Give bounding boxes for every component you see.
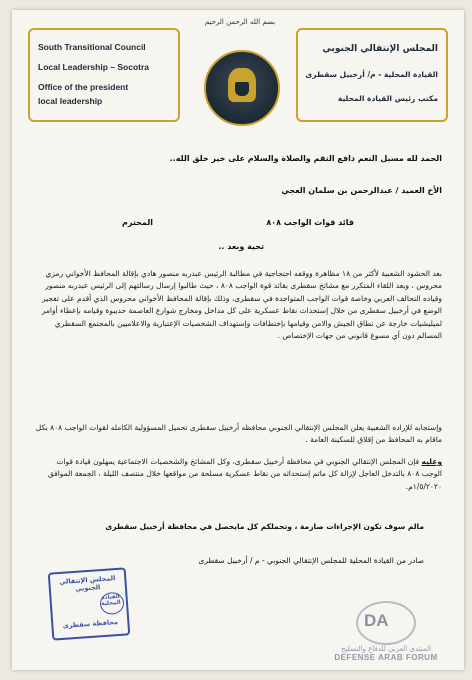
official-stamp	[48, 567, 131, 640]
paragraph-3-text: فإن المجلس الإنتقالي الجنوبي في محافظة أرخبيل سقطرى، وكل المشائخ والشخصيات الاجتماعية يمهلون قيادة قوات الوجب ٨٠٨ بالتدخل العاجل لإزالة كل ماتم إستحداثه من نقاط عسكرية مسلحة من مواقعها خلال منتصف الليلة ، الجمعة الموافق ١/٥/٢٠٢٠م.	[47, 457, 442, 491]
paragraph-3-lead: وعليه	[421, 457, 442, 466]
defense-arab-forum-watermark	[316, 601, 456, 662]
arabic-header-box	[296, 28, 448, 122]
english-header-line: South Transitional Council	[38, 42, 146, 52]
letter-sheet	[12, 10, 464, 670]
english-header-line: local leadership	[38, 96, 103, 106]
honorific: المحترم	[122, 218, 153, 227]
forum-arabic-name: المنتدى العربي للدفاع والتسليح	[341, 645, 431, 653]
stamp-top-text: المجلس الإنتقالي الجنوبي	[59, 574, 116, 593]
unit-line: قائد قوات الواجب ٨٠٨	[266, 218, 354, 227]
forum-logo-icon	[316, 601, 456, 645]
english-header-box	[28, 28, 180, 122]
arabic-header-line: المجلس الإنتقالي الجنوبي	[322, 44, 438, 54]
paragraph-1: بعد الحشود الشعبية لأكثر من ١٨ مظاهرة ووقفه احتجاجية في مطالبة الرئيس عبدربه منصور هادي بإقالة المحافظ الأخواني رمزي محروس ، وبعد اللقاء المتكرر مع مشائخ سقطرى بقائد قوة الواجب ٨٠٨ ، حيث طالبوا إرسال رسالتهم إلى الرئيس عبدربه منصور وقياده التحالف العربي وخاصة قوات الواجب المتواجدة في سقطرى، وذلك بإقالة المحافظ الأخواني محروس الذي أقدم على تفجير الوضع في أرخبيل سقطرى من خلال إستحداث نقاط عسكرية على كل مداخل ومخارج شوارع العاصمة حديبوة وقيامه بإعطاء أوامر لميليشيات خارجة عن نطاق الجيش والامن وقيامها بإختطافات وإستهداف الشخصيات الإعتبارية والاعلاميين بالمجتمع السقطري المسالم دون أي مسوغ قانوني من جهات الإختصاص .	[41, 269, 442, 341]
greeting: تحية وبعد ..	[218, 242, 264, 251]
arabic-header-line: مكتب رئيس القيادة المحلية	[337, 94, 438, 103]
warning-line: مالم سوف تكون الإجراءات صارمة ، وتحملكم كل مايحصل في محافظة أرخبيل سقطرى	[105, 522, 424, 531]
arabic-header-line: القيادة المحلية - م/ أرخبيل سقطرى	[305, 70, 438, 79]
praise-line: الحمد لله مسبل النعم دافع النقم والصلاة والسلام على خير خلق الله..	[169, 154, 442, 163]
english-header-line: Local Leadership – Socotra	[38, 62, 150, 72]
forum-english-name: DEFENSE ARAB FORUM	[334, 653, 438, 662]
basmala: بسم الله الرحمن الرحيم	[204, 18, 276, 26]
english-header-line: Office of the president	[38, 82, 129, 92]
stamp-middle-text: القيادة المحلية	[101, 593, 121, 608]
letterhead	[12, 10, 464, 128]
paragraph-3	[34, 456, 442, 493]
issuer-line: صادر من القيادة المحلية للمجلس الإنتقالي الجنوبي - م / أرخبيل سقطرى	[198, 556, 424, 565]
addressee-line: الأخ العميد / عبدالرحمن بن سلمان العجي	[281, 186, 442, 195]
eagle-emblem-icon	[204, 50, 280, 126]
forum-logo-text: DA	[364, 611, 389, 630]
paragraph-2: وإستجابه للإراده الشعبية يعلن المجلس الإنتقالي الجنوبي محافظه أرخبيل سقطرى تحميل المسؤولية الكامله لقوات الواجب ٨٠٨ بكل ماقام به المحافظ من إقلاق للسكينة العامة .	[35, 423, 442, 445]
stamp-bottom-text: محافظة سقطرى	[62, 618, 119, 630]
